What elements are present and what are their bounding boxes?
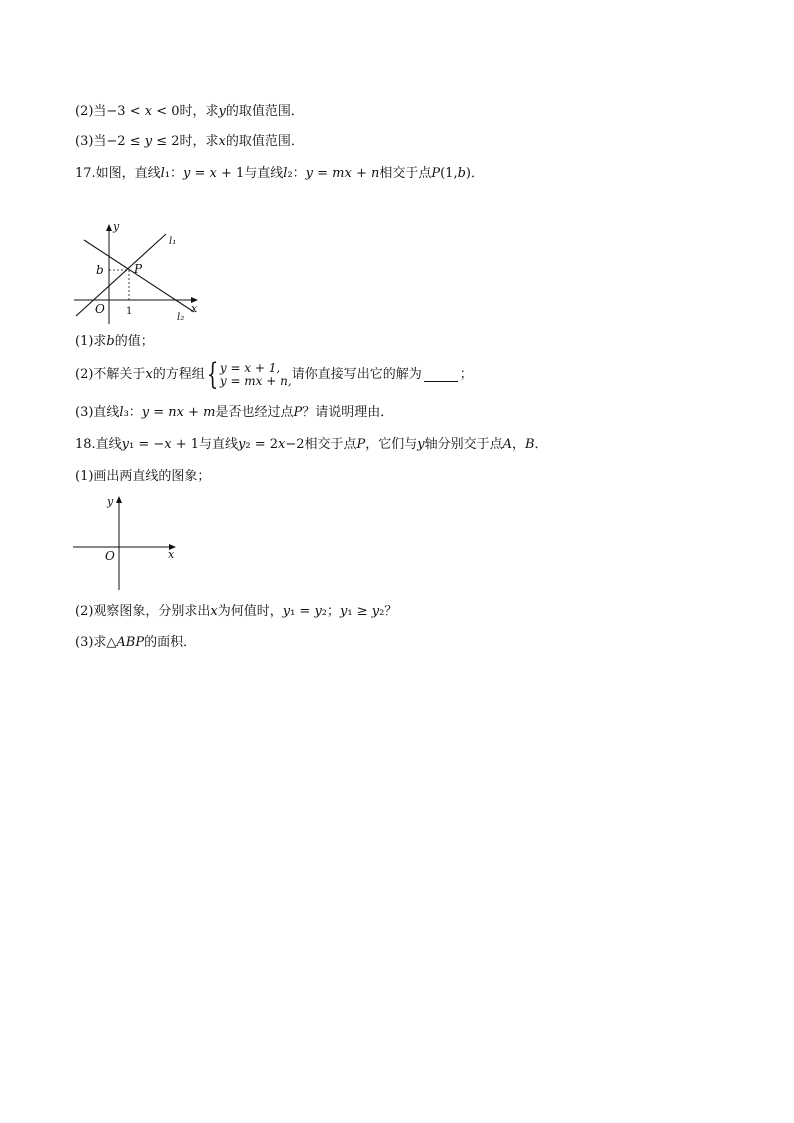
q18-part2: (2)观察图象，分别求出𝑥为何值时，𝑦₁ = 𝑦₂；𝑦₁ ≥ 𝑦₂？ — [75, 604, 398, 619]
one-label: 1 — [126, 306, 133, 317]
q17-stem: 17.如图，直线𝑙₁：𝑦 = 𝑥 + 1与直线𝑙₂：𝑦 = 𝑚𝑥 + 𝑛相交于点𝑃(1,𝑏)． — [75, 166, 484, 181]
q17-part2-end: ； — [459, 367, 473, 382]
q17-part2 — [75, 357, 473, 392]
q16-part2: (2)当−3 < 𝑥 < 0时，求𝑦的取值范围． — [75, 104, 304, 119]
q18-part1: (1)画出两直线的图象； — [75, 469, 211, 484]
y-label: y — [113, 220, 120, 233]
b-label: b — [96, 263, 104, 277]
answer-blank — [424, 369, 458, 382]
q16-part3: (3)当−2 ≤ 𝑦 ≤ 2时，求𝑥的取值范围． — [75, 134, 304, 149]
left-brace: { — [206, 357, 219, 392]
origin-label: O — [105, 549, 115, 563]
p-label: P — [134, 262, 143, 276]
equation-system — [220, 362, 292, 388]
line-l1 — [76, 234, 166, 316]
origin-label: O — [95, 302, 105, 316]
x-label: x — [168, 548, 175, 561]
equation-1: 𝑦 = 𝑥 + 1, — [219, 361, 281, 375]
l1-label: l₁ — [169, 236, 177, 247]
q18-stem: 18.直线𝑦₁ = −𝑥 + 1与直线𝑦₂ = 2𝑥−2相交于点𝑃，它们与𝑦轴分别交于点𝐴，𝐵． — [75, 437, 548, 452]
q17-part3: (3)直线𝑙₃：𝑦 = 𝑛𝑥 + 𝑚是否也经过点𝑃？请说明理由． — [75, 405, 394, 420]
l2-label: l₂ — [177, 312, 185, 323]
q17-figure — [70, 218, 210, 326]
q17-part1: (1)求𝑏的值； — [75, 334, 154, 349]
q18-part3: (3)求△𝐴𝐵𝑃的面积． — [75, 635, 197, 650]
x-label: x — [191, 302, 198, 315]
q18-figure — [70, 492, 182, 592]
y-axis-arrow — [106, 224, 112, 231]
q17-part2-prefix: (2)不解关于𝑥的方程组 — [75, 367, 205, 382]
equation-2: 𝑦 = 𝑚𝑥 + 𝑛, — [219, 374, 292, 388]
q17-part2-suffix: 请你直接写出它的解为 — [291, 367, 422, 382]
y-axis-arrow — [116, 496, 122, 503]
y-label: y — [107, 495, 114, 508]
